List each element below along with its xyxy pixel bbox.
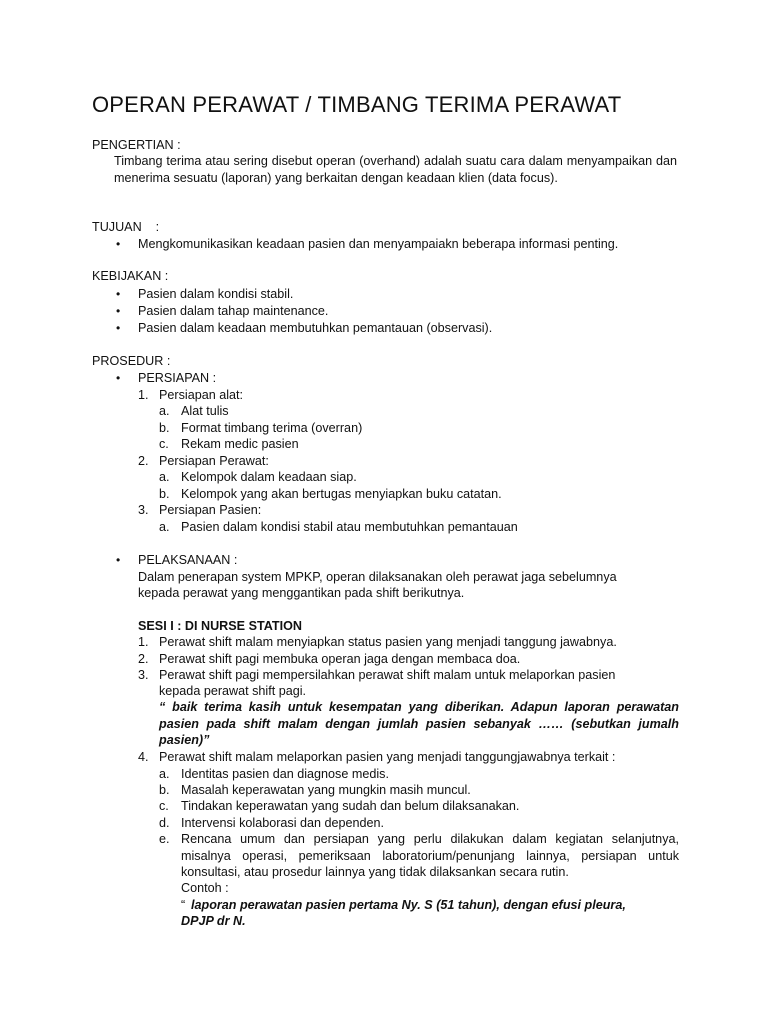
list-item: Alat tulis bbox=[181, 404, 229, 418]
contoh-quote: laporan perawatan pasien pertama Ny. S (51 tahun), dengan efusi pleura, bbox=[191, 898, 626, 912]
pelaksanaan-text-line: kepada perawat yang menggantikan pada shift berikutnya. bbox=[138, 586, 465, 600]
kebijakan-item: Pasien dalam kondisi stabil. bbox=[138, 287, 294, 301]
list-item: Format timbang terima (overran) bbox=[181, 421, 363, 435]
list-item: Tindakan keperawatan yang sudah dan belum dilaksanakan. bbox=[181, 799, 520, 813]
list-item: Rekam medic pasien bbox=[181, 437, 299, 451]
list-marker: a. bbox=[159, 404, 170, 418]
pelaksanaan-label: PELAKSANAAN : bbox=[138, 553, 238, 567]
list-marker: a. bbox=[159, 767, 170, 781]
list-number: 3. bbox=[138, 503, 149, 517]
persiapan-alat-label: Persiapan alat: bbox=[159, 388, 244, 402]
list-item: Kelompok dalam keadaan siap. bbox=[181, 470, 357, 484]
list-number: 1. bbox=[138, 635, 149, 649]
kebijakan-item: Pasien dalam tahap maintenance. bbox=[138, 304, 329, 318]
list-number: 2. bbox=[138, 454, 149, 468]
contoh-open-quote: “ bbox=[181, 898, 186, 912]
pengertian-heading: PENGERTIAN : bbox=[92, 138, 181, 152]
kebijakan-heading: KEBIJAKAN : bbox=[92, 269, 169, 283]
contoh-quote-cont: DPJP dr N. bbox=[181, 914, 246, 928]
kebijakan-item: Pasien dalam keadaan membutuhkan pemantauan (observasi). bbox=[138, 321, 493, 335]
sesi-step: Perawat shift pagi membuka operan jaga dengan membaca doa. bbox=[159, 652, 521, 666]
list-marker: e. bbox=[159, 832, 170, 846]
sesi-step: Perawat shift malam melaporkan pasien yang menjadi tanggungjawabnya terkait : bbox=[159, 750, 616, 764]
bullet-icon: • bbox=[116, 287, 121, 301]
list-number: 1. bbox=[138, 388, 149, 402]
document-title: OPERAN PERAWAT / TIMBANG TERIMA PERAWAT bbox=[92, 92, 622, 117]
list-number: 2. bbox=[138, 652, 149, 666]
list-marker: b. bbox=[159, 783, 170, 797]
list-item: Pasien dalam kondisi stabil atau membutuhkan pemantauan bbox=[181, 520, 518, 534]
list-marker: b. bbox=[159, 421, 170, 435]
prosedur-heading: PROSEDUR : bbox=[92, 354, 171, 368]
tujuan-heading: TUJUAN : bbox=[92, 220, 160, 234]
pelaksanaan-text-line: Dalam penerapan system MPKP, operan dilaksanakan oleh perawat jaga sebelumnya bbox=[138, 570, 617, 584]
list-marker: d. bbox=[159, 816, 170, 830]
sesi-step-cont: kepada perawat shift pagi. bbox=[159, 684, 307, 698]
list-item: Intervensi kolaborasi dan dependen. bbox=[181, 816, 385, 830]
list-marker: a. bbox=[159, 470, 170, 484]
bullet-icon: • bbox=[116, 304, 121, 318]
list-marker: b. bbox=[159, 487, 170, 501]
list-number: 4. bbox=[138, 750, 149, 764]
persiapan-perawat-label: Persiapan Perawat: bbox=[159, 454, 269, 468]
pengertian-text: Timbang terima atau sering disebut operan (overhand) adalah suatu cara dalam menyampaikan dan menerima sesuatu (laporan) yang berkaitan dengan keadaan klien (data focus). bbox=[114, 154, 677, 185]
list-marker: c. bbox=[159, 799, 169, 813]
sesi-heading: SESI I : DI NURSE STATION bbox=[138, 619, 302, 633]
list-marker: c. bbox=[159, 437, 169, 451]
bullet-icon: • bbox=[116, 371, 121, 385]
bullet-icon: • bbox=[116, 553, 121, 567]
persiapan-label: PERSIAPAN : bbox=[138, 371, 217, 385]
sesi-quote: “ baik terima kasih untuk kesempatan yang diberikan. Adapun laporan perawatan pasien pada shift malam dengan jumlah pasien sebanyak …… (sebutkan jumalh pasien)” bbox=[159, 700, 679, 747]
persiapan-pasien-label: Persiapan Pasien: bbox=[159, 503, 262, 517]
list-item: Rencana umum dan persiapan yang perlu dilakukan dalam kegiatan selanjutnya, misalnya operasi, pemeriksaan laboratorium/penunjang lainnya, persiapan untuk konsultasi, atau prosedur lainnya yang tidak dilaksankan secara rutin. bbox=[181, 832, 679, 879]
list-number: 3. bbox=[138, 668, 149, 682]
sesi-step: Perawat shift pagi mempersilahkan perawat shift malam untuk melaporkan pasien bbox=[159, 668, 616, 682]
tujuan-item: Mengkomunikasikan keadaan pasien dan menyampaiakn beberapa informasi penting. bbox=[138, 237, 619, 251]
list-item: Identitas pasien dan diagnose medis. bbox=[181, 767, 389, 781]
list-item: Kelompok yang akan bertugas menyiapkan buku catatan. bbox=[181, 487, 502, 501]
sesi-step: Perawat shift malam menyiapkan status pasien yang menjadi tanggung jawabnya. bbox=[159, 635, 617, 649]
bullet-icon: • bbox=[116, 321, 121, 335]
bullet-icon: • bbox=[116, 237, 121, 251]
list-marker: a. bbox=[159, 520, 170, 534]
contoh-label: Contoh : bbox=[181, 881, 229, 895]
list-item: Masalah keperawatan yang mungkin masih muncul. bbox=[181, 783, 471, 797]
